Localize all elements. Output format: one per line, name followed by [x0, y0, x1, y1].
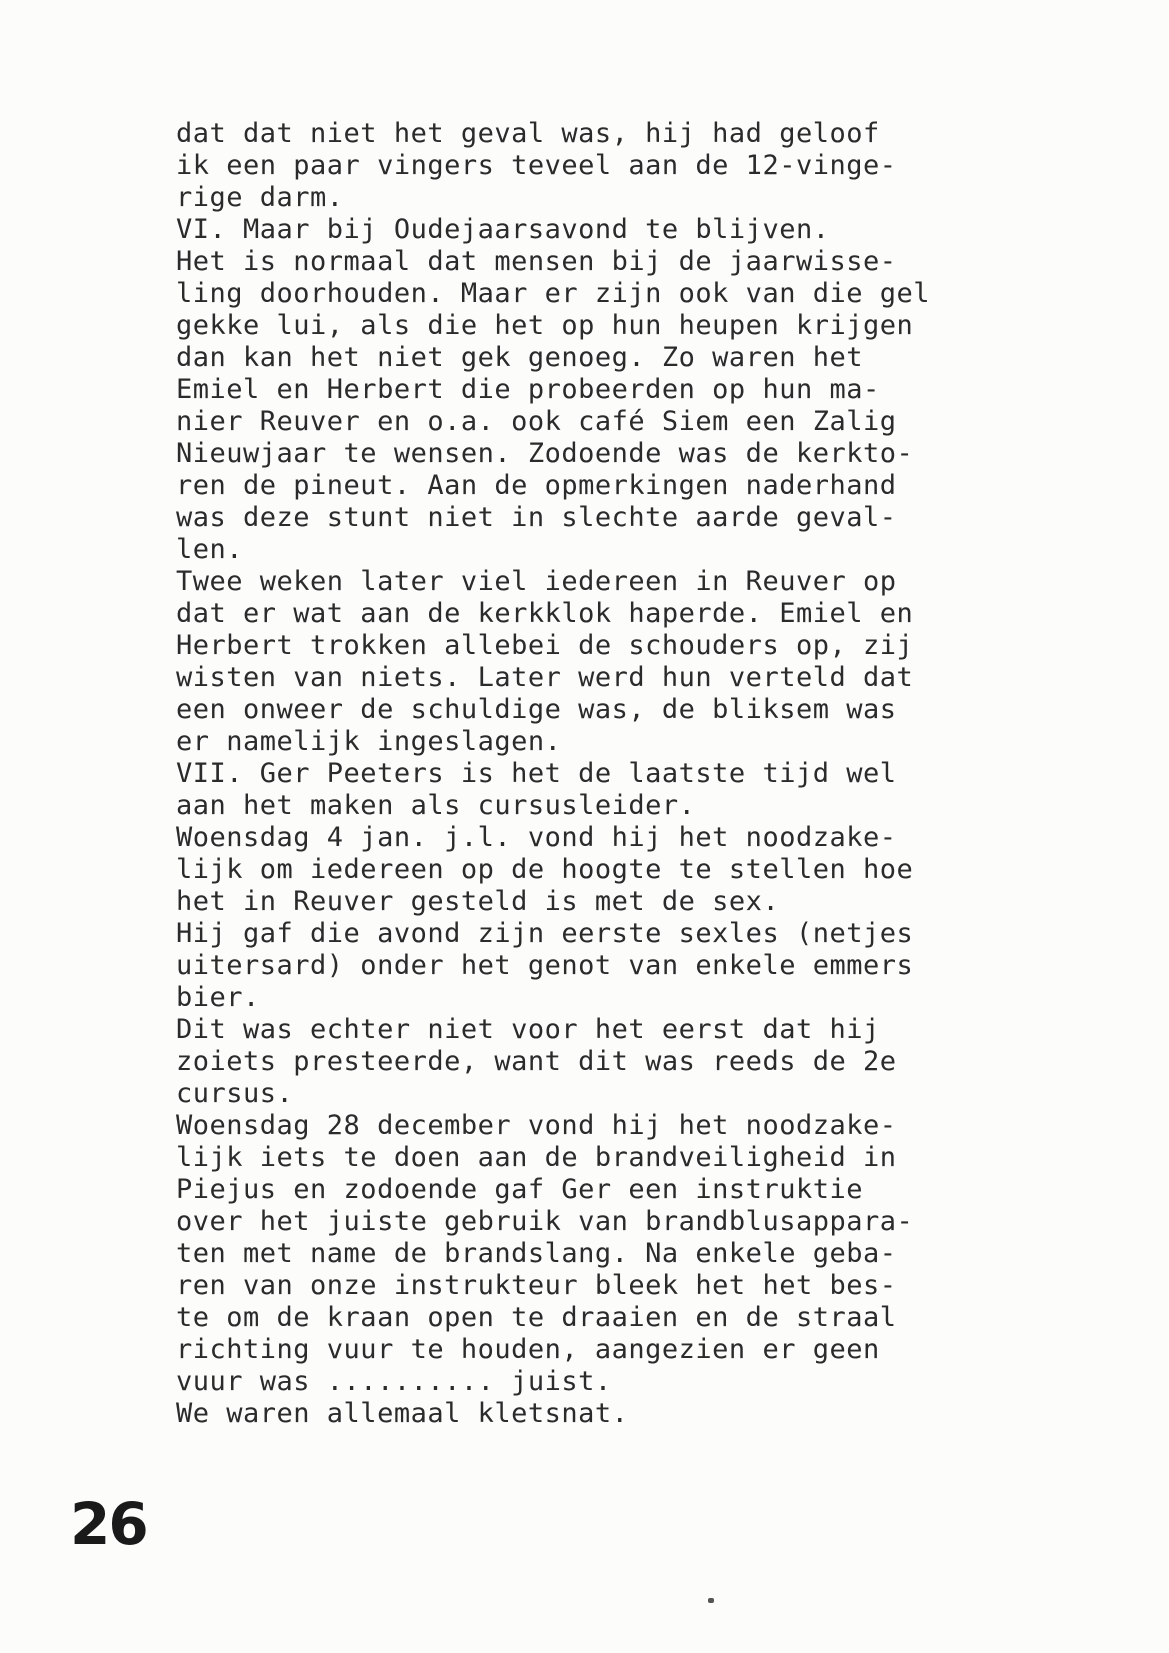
- typed-text-body: [176, 118, 1076, 1430]
- text-line: te om de kraan open te draaien en de straal: [176, 1302, 897, 1333]
- text-line: ren de pineut. Aan de opmerkingen naderhand: [176, 470, 897, 501]
- text-line: was deze stunt niet in slechte aarde geval-: [176, 502, 897, 533]
- paper-speck: [708, 1598, 714, 1603]
- text-line: Woensdag 28 december vond hij het noodzake-: [176, 1110, 897, 1141]
- text-line: rige darm.: [176, 182, 344, 213]
- text-line: zoiets presteerde, want dit was reeds de 2e: [176, 1046, 897, 1077]
- text-line: Herbert trokken allebei de schouders op, zij: [176, 630, 914, 661]
- text-line: een onweer de schuldige was, de bliksem was: [176, 694, 897, 725]
- text-line: VII. Ger Peeters is het de laatste tijd wel: [176, 758, 897, 789]
- text-line: vuur was .......... juist.: [176, 1366, 612, 1397]
- text-line: bier.: [176, 982, 260, 1013]
- paragraph-continuation: [176, 118, 1076, 214]
- text-line: wisten van niets. Later werd hun verteld dat: [176, 662, 914, 693]
- text-line: Nieuwjaar te wensen. Zodoende was de kerkto-: [176, 438, 914, 469]
- text-line: ren van onze instrukteur bleek het het bes-: [176, 1270, 897, 1301]
- text-line: ten met name de brandslang. Na enkele geba-: [176, 1238, 897, 1269]
- text-line: ik een paar vingers teveel aan de 12-vinge-: [176, 150, 897, 181]
- text-line: uitersard) onder het genot van enkele emmers: [176, 950, 914, 981]
- text-line: Piejus en zodoende gaf Ger een instruktie: [176, 1174, 863, 1205]
- text-line: Dit was echter niet voor het eerst dat hij: [176, 1014, 880, 1045]
- text-line: aan het maken als cursusleider.: [176, 790, 696, 821]
- text-line: Emiel en Herbert die probeerden op hun ma-: [176, 374, 880, 405]
- text-line: dat er wat aan de kerkklok haperde. Emiel en: [176, 598, 914, 629]
- paragraph-section-vi: [176, 214, 1076, 758]
- text-line: We waren allemaal kletsnat.: [176, 1398, 629, 1429]
- text-line: nier Reuver en o.a. ook café Siem een Zalig: [176, 406, 897, 437]
- text-line: Twee weken later viel iedereen in Reuver op: [176, 566, 897, 597]
- text-line: ling doorhouden. Maar er zijn ook van die gel: [176, 278, 930, 309]
- text-line: over het juiste gebruik van brandblusappara-: [176, 1206, 914, 1237]
- text-line: lijk iets te doen aan de brandveiligheid in: [176, 1142, 897, 1173]
- text-line: Hij gaf die avond zijn eerste sexles (netjes: [176, 918, 914, 949]
- text-line: dat dat niet het geval was, hij had geloof: [176, 118, 880, 149]
- text-line: het in Reuver gesteld is met de sex.: [176, 886, 780, 917]
- text-line: gekke lui, als die het op hun heupen krijgen: [176, 310, 914, 341]
- text-line: len.: [176, 534, 244, 565]
- text-line: er namelijk ingeslagen.: [176, 726, 562, 757]
- text-line: Woensdag 4 jan. j.l. vond hij het noodzake-: [176, 822, 897, 853]
- page-number: 26: [70, 1490, 147, 1558]
- text-line: dan kan het niet gek genoeg. Zo waren het: [176, 342, 863, 373]
- paragraph-section-vii: [176, 758, 1076, 1430]
- text-line: cursus.: [176, 1078, 294, 1109]
- text-line: richting vuur te houden, aangezien er geen: [176, 1334, 880, 1365]
- text-line: VI. Maar bij Oudejaarsavond te blijven.: [176, 214, 830, 245]
- text-line: lijk om iedereen op de hoogte te stellen hoe: [176, 854, 914, 885]
- text-line: Het is normaal dat mensen bij de jaarwisse-: [176, 246, 897, 277]
